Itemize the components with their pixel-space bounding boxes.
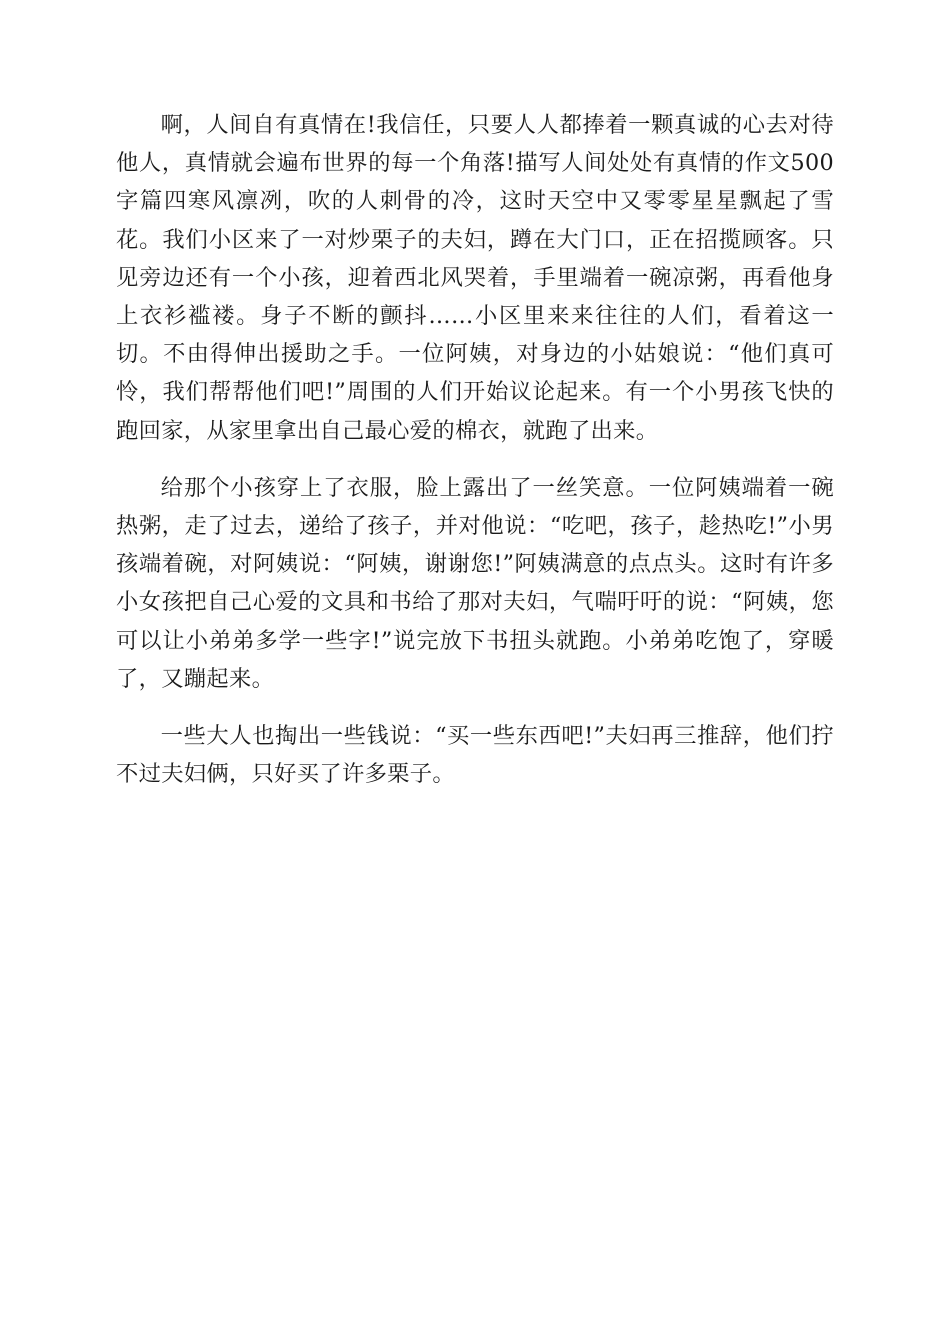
paragraph-3: 一些大人也掏出一些钱说：“买一些东西吧!”夫妇再三推辞，他们拧不过夫妇俩，只好买了许多栗子。 (116, 723, 834, 788)
paragraph-2: 给那个小孩穿上了衣服，脸上露出了一丝笑意。一位阿姨端着一碗热粥，走了过去，递给了孩子，并对他说：“吃吧，孩子，趁热吃!”小男孩端着碗，对阿姨说：“阿姨，谢谢您!”阿姨满意的点点头。这时有许多小女孩把自己心爱的文具和书给了那对夫妇，气喘吁吁的说：“阿姨，您可以让小弟弟多学一些字!”说完放下书扭头就跑。小弟弟吃饱了，穿暖了，又蹦起来。 (116, 474, 834, 692)
paragraph-1: 啊，人间自有真情在!我信任，只要人人都捧着一颗真诚的心去对待他人，真情就会遍布世界的每一个角落!描写人间处处有真情的作文500字篇四寒风凛冽，吹的人刺骨的冷，这时天空中又零零星星飘起了雪花。我们小区来了一对炒栗子的夫妇，蹲在大门口，正在招揽顾客。只见旁边还有一个小孩，迎着西北风哭着，手里端着一碗凉粥，再看他身上衣衫褴褛。身子不断的颤抖……小区里来来往往的人们，看着这一切。不由得伸出援助之手。一位阿姨，对身边的小姑娘说：“他们真可怜，我们帮帮他们吧!”周围的人们开始议论起来。有一个小男孩飞快的跑回家，从家里拿出自己最心爱的棉衣，就跑了出来。 (116, 112, 834, 444)
document-body (116, 106, 834, 812)
